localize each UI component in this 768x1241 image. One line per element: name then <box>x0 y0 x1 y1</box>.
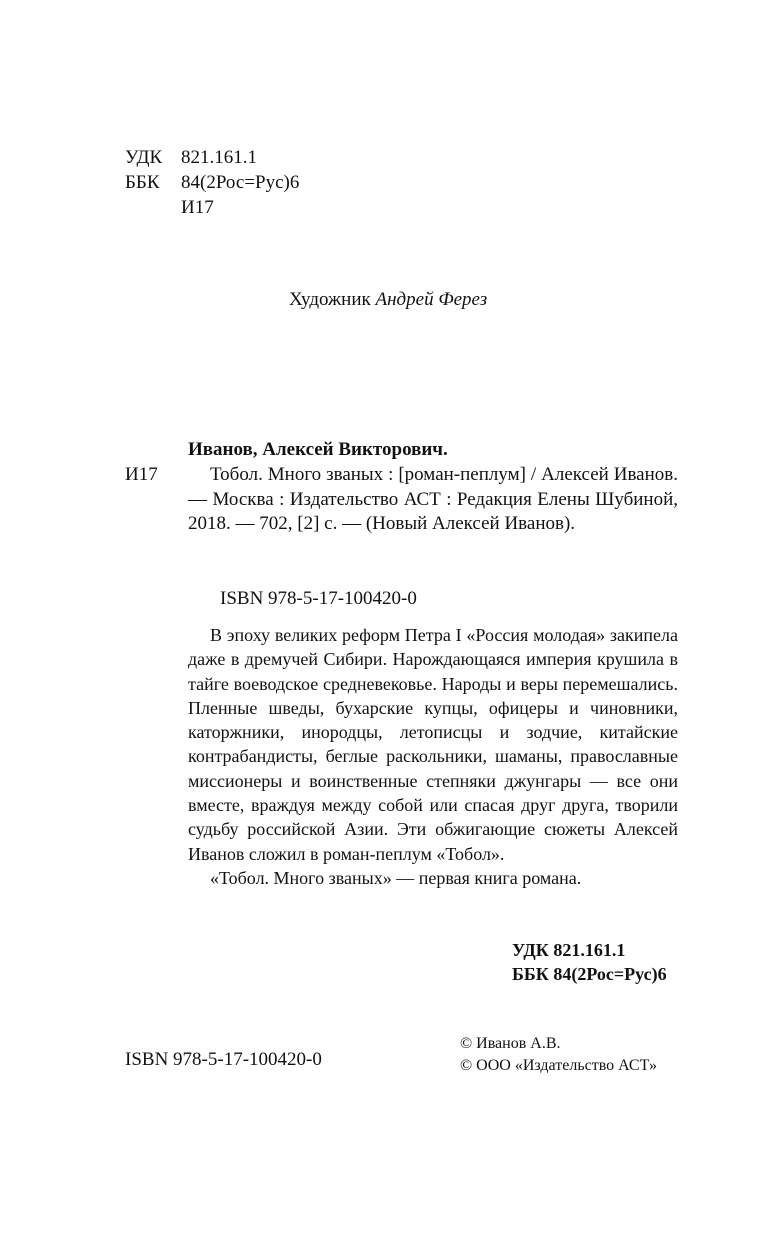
bbk-code-bold: ББК 84(2Рос=Рус)6 <box>512 964 667 984</box>
author-cipher: И17 <box>125 464 158 485</box>
bbk-value: 84(2Рос=Рус)6 <box>181 172 300 193</box>
annotation <box>188 623 678 890</box>
udk-label: УДК <box>125 147 163 168</box>
isbn-bottom: ISBN 978-5-17-100420-0 <box>125 1049 322 1070</box>
copyright-author: © Иванов А.В. <box>460 1035 561 1052</box>
isbn-entry: ISBN 978-5-17-100420-0 <box>220 588 417 609</box>
classification-codes-bold <box>512 938 667 986</box>
udk-value: 821.161.1 <box>181 147 257 168</box>
udk-code-bold: УДК 821.161.1 <box>512 940 626 960</box>
bibliographic-description: Тобол. Много званых : [роман-пеплум] / Алексей Иванов. — Москва : Издательство АСТ : Редакция Елены Шубиной, 2018. — 702, [2] с. — (Новый Алексей Иванов). <box>188 464 678 534</box>
annotation-paragraph-closing: «Тобол. Много званых» — первая книга романа. <box>210 867 582 888</box>
copyright-block <box>460 1033 657 1077</box>
udk-code-row <box>125 146 257 170</box>
bbk-label: ББК <box>125 172 160 193</box>
artist-name: Андрей Ферез <box>375 289 488 310</box>
bbk-code-row <box>125 171 299 195</box>
artist-credit-prefix: Художник <box>289 289 376 310</box>
author-cipher-top: И17 <box>181 197 214 218</box>
copyright-publisher: © ООО «Издательство АСТ» <box>460 1057 657 1074</box>
author-heading: Иванов, Алексей Викторович. <box>188 439 448 460</box>
artist-credit <box>289 288 487 312</box>
annotation-paragraph: В эпоху великих реформ Петра I «Россия молодая» закипела даже в дремучей Сибири. Нарождающаяся империя крушила в тайге воеводское средневековье. Народы и веры перемешались. Пленные шведы, бухарские купцы, офицеры и чиновники, каторжники, инородцы, летописцы и зодчие, китайские контрабандисты, беглые раскольники, шаманы, православные миссионеры и воинственные степняки джунгары — все они вместе, враждуя между собой или спасая друг друга, творили судьбу российской Азии. Эти обжигающие сюжеты Алексей Иванов сложил в роман-пеплум «Тобол». <box>188 625 678 864</box>
